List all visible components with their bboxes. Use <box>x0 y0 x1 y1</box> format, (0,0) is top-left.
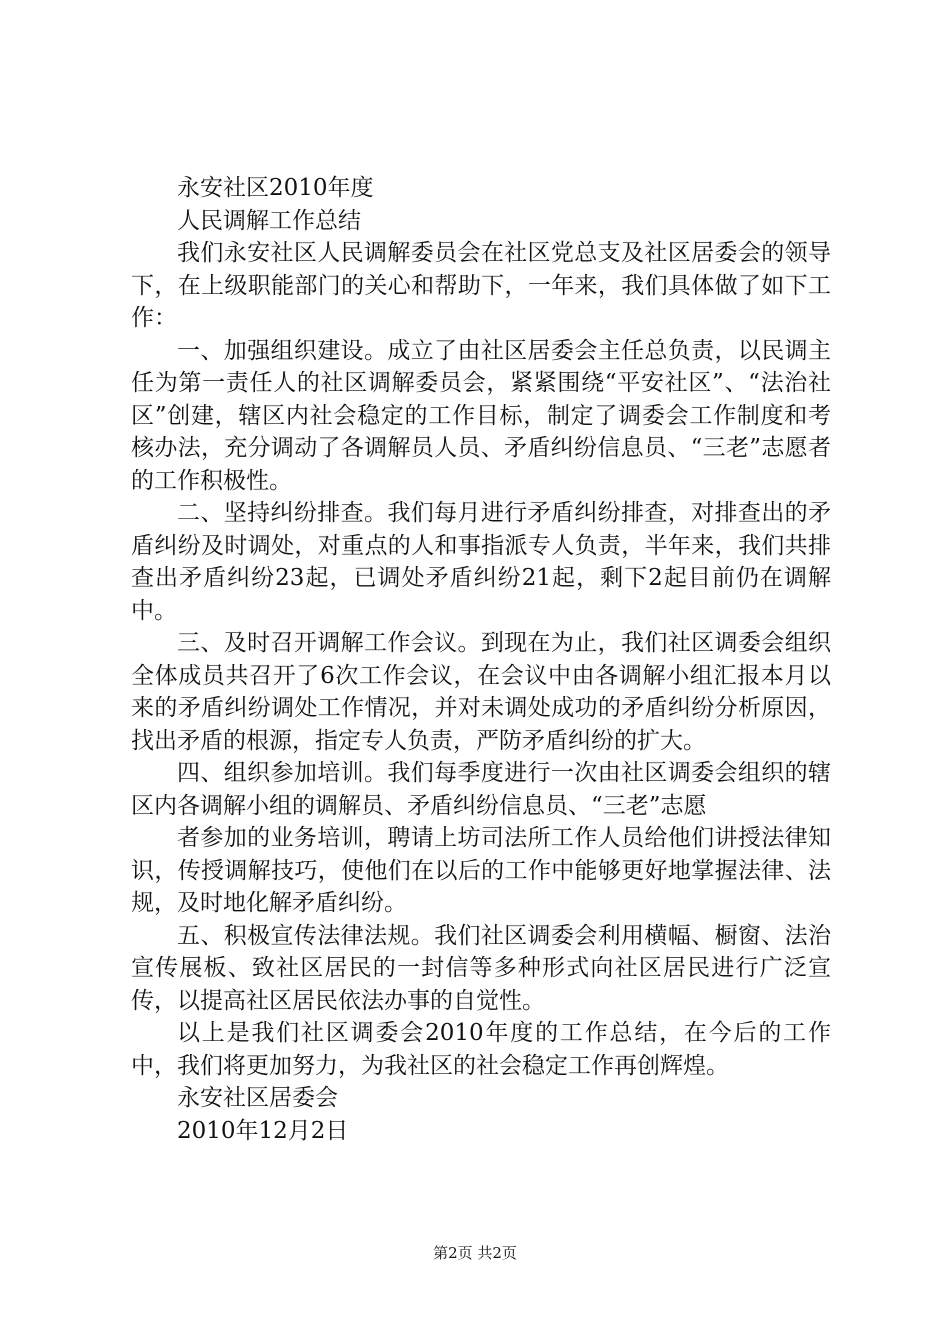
page-footer <box>0 1243 950 1263</box>
paragraph-training: 四、组织参加培训。我们每季度进行一次由社区调委会组织的辖区内各调解小组的调解员、矛盾纠纷信息员、“三老”志愿 <box>131 760 831 819</box>
document-body <box>131 172 831 1147</box>
paragraph-conclusion: 以上是我们社区调委会2010年度的工作总结，在今后的工作中，我们将更加努力，为我社区的社会稳定工作再创辉煌。 <box>131 1020 831 1079</box>
title-line-2: 人民调解工作总结 <box>177 207 361 234</box>
document-date: 2010年12月2日 <box>177 1117 349 1144</box>
title-line-1: 永安社区2010年度 <box>177 175 374 201</box>
signature: 永安社区居委会 <box>177 1085 338 1111</box>
paragraph-training-continued: 者参加的业务培训，聘请上坊司法所工作人员给他们讲授法律知识，传授调解技巧，使他们在以后的工作中能够更好地掌握法律、法规，及时地化解矛盾纠纷。 <box>131 825 831 916</box>
paragraph-organization: 一、加强组织建设。成立了由社区居委会主任总负责，以民调主任为第一责任人的社区调解委员会，紧紧围绕“平安社区”、“法治社区”创建，辖区内社会稳定的工作目标，制定了调委会工作制度和考核办法，充分调动了各调解员人员、矛盾纠纷信息员、“三老”志愿者的工作积极性。 <box>131 337 831 494</box>
paragraph-intro: 我们永安社区人民调解委员会在社区党总支及社区居委会的领导下，在上级职能部门的关心和帮助下，一年来，我们具体做了如下工作： <box>131 240 831 331</box>
page-indicator: 第2页 共2页 <box>433 1244 517 1262</box>
paragraph-publicity: 五、积极宣传法律法规。我们社区调委会利用横幅、橱窗、法治宣传展板、致社区居民的一封信等多种形式向社区居民进行广泛宣传，以提高社区居民依法办事的自觉性。 <box>131 922 831 1014</box>
paragraph-dispute-screening: 二、坚持纠纷排查。我们每月进行矛盾纠纷排查，对排查出的矛盾纠纷及时调处，对重点的人和事指派专人负责，半年来，我们共排查出矛盾纠纷23起，已调处矛盾纠纷21起，剩下2起目前仍在调解中。 <box>131 500 831 624</box>
paragraph-meetings: 三、及时召开调解工作会议。到现在为止，我们社区调委会组织全体成员共召开了6次工作会议，在会议中由各调解小组汇报本月以来的矛盾纠纷调处工作情况，并对未调处成功的矛盾纠纷分析原因，找出矛盾的根源，指定专人负责，严防矛盾纠纷的扩大。 <box>131 630 831 754</box>
